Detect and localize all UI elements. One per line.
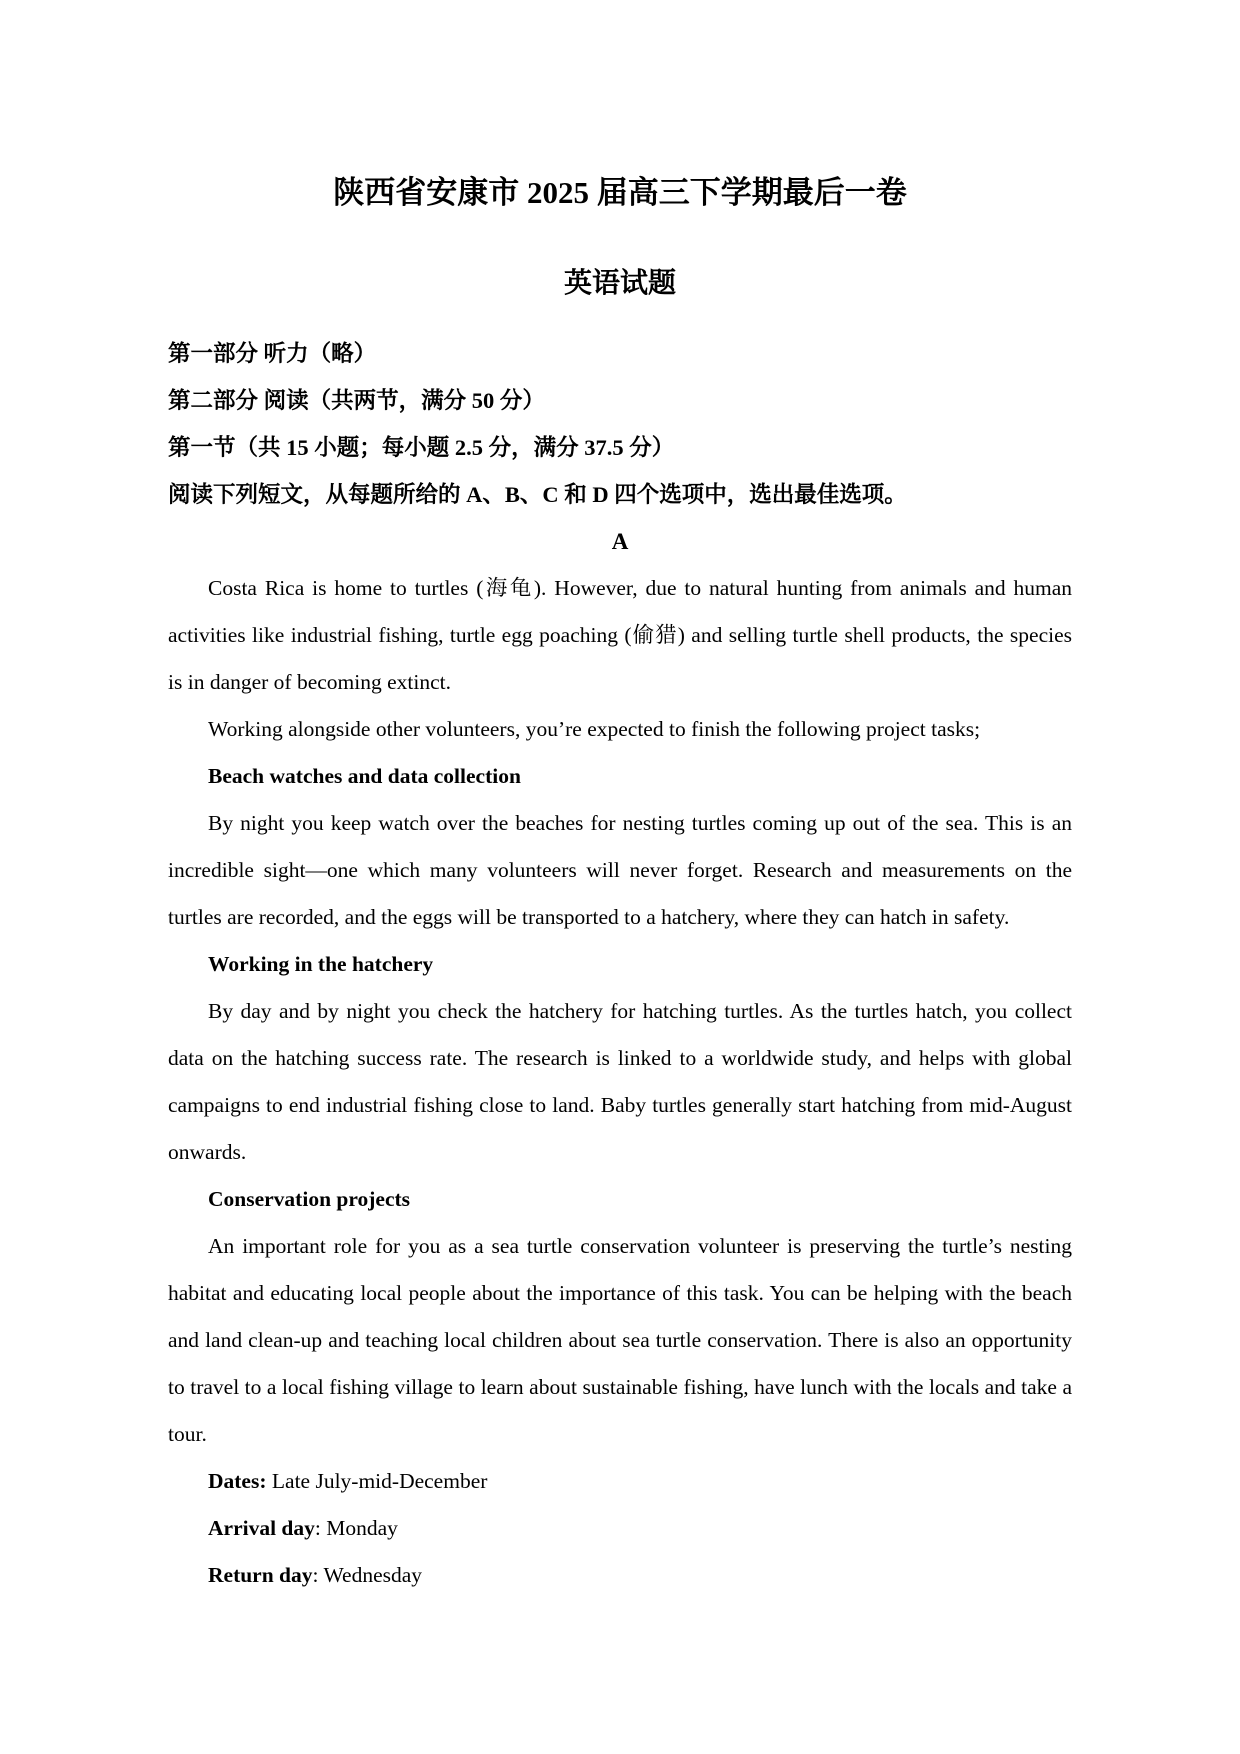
subheading-beach-watches: Beach watches and data collection bbox=[208, 764, 521, 788]
passage-paragraph-4: By day and by night you check the hatchery for hatching turtles. As the turtles hatch, you collect data on the hatching success rate. The research is linked to a worldwide study, and helps with global campaigns to end industrial fishing close to land. Baby turtles generally start hatching from mid-August onwards. bbox=[168, 999, 1072, 1164]
info-return-label: Return day bbox=[208, 1563, 313, 1587]
subheading-hatchery: Working in the hatchery bbox=[208, 952, 434, 976]
section-part2-reading: 第二部分 阅读（共两节，满分 50 分） bbox=[168, 388, 545, 413]
info-return-day bbox=[168, 1552, 1072, 1599]
info-arrival-label: Arrival day bbox=[208, 1516, 315, 1540]
info-dates-value: Late July-mid-December bbox=[266, 1469, 488, 1493]
document-subtitle: 英语试题 bbox=[563, 268, 676, 299]
passage-label-a: A bbox=[611, 529, 629, 554]
passage-paragraph-5: An important role for you as a sea turtle conservation volunteer is preserving the turtle’s nesting habitat and educating local people about the importance of this task. You can be helping with the beach and land clean-up and teaching local children about sea turtle conservation. There is also an opportunity to travel to a local fishing village to learn about sustainable fishing, have lunch with the locals and take a tour. bbox=[168, 1234, 1072, 1446]
info-dates bbox=[168, 1458, 1072, 1505]
info-arrival-day bbox=[168, 1505, 1072, 1552]
reading-instruction: 阅读下列短文，从每题所给的 A、B、C 和 D 四个选项中，选出最佳选项。 bbox=[168, 482, 907, 507]
passage-paragraph-2: Working alongside other volunteers, you’re expected to finish the following project tasks; bbox=[208, 717, 981, 741]
info-dates-label: Dates: bbox=[208, 1469, 267, 1493]
subheading-conservation: Conservation projects bbox=[208, 1187, 411, 1211]
section-one-scoring: 第一节（共 15 小题；每小题 2.5 分，满分 37.5 分） bbox=[168, 435, 675, 460]
info-arrival-value: : Monday bbox=[314, 1516, 398, 1540]
page-content bbox=[168, 0, 1072, 1599]
passage-paragraph-3: By night you keep watch over the beaches for nesting turtles coming up out of the sea. This is an incredible sight—one which many volunteers will never forget. Research and measurements on the turtles are recorded, and the eggs will be transported to a hatchery, where they can hatch in safety. bbox=[168, 811, 1072, 929]
section-part1-listening: 第一部分 听力（略） bbox=[168, 341, 377, 366]
document-title: 陕西省安康市 2025 届高三下学期最后一卷 bbox=[333, 175, 907, 210]
info-return-value: : Wednesday bbox=[312, 1563, 423, 1587]
passage-paragraph-1: Costa Rica is home to turtles (海龟). However, due to natural hunting from animals and human activities like industrial fishing, turtle egg poaching (偷猎) and selling turtle shell products, the species is in danger of becoming extinct. bbox=[168, 576, 1072, 694]
